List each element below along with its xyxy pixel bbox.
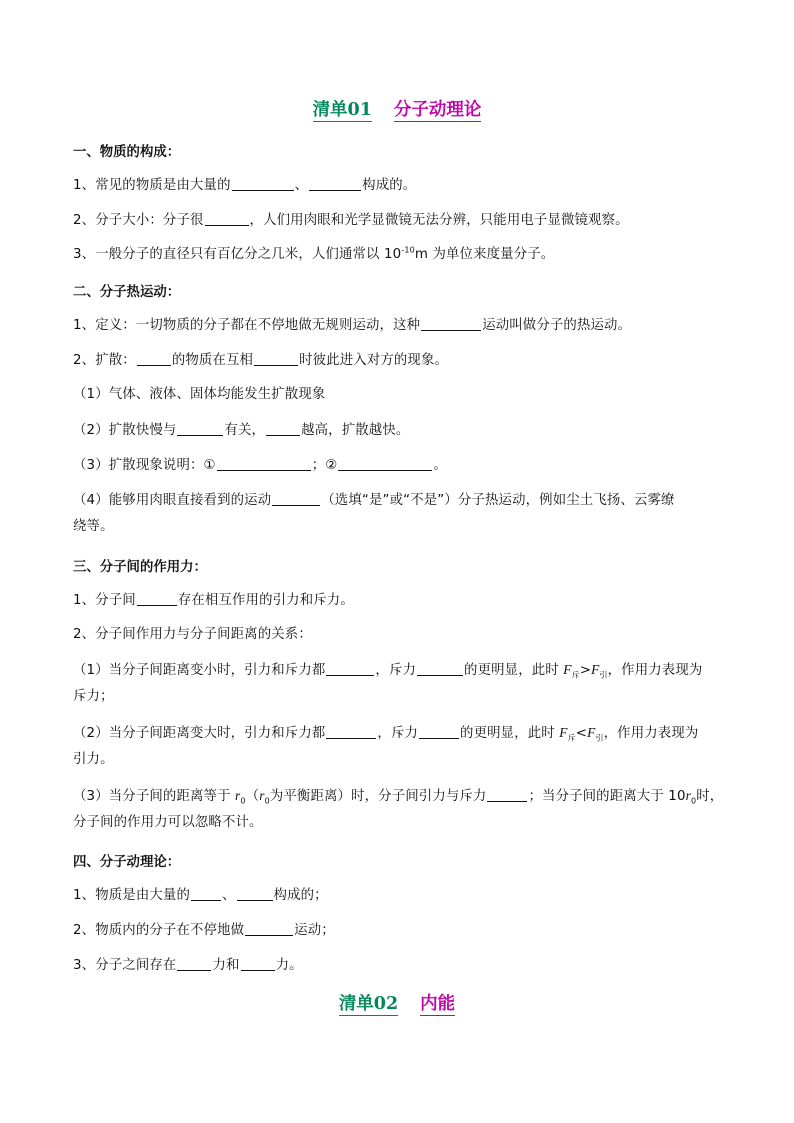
s3-line-2: 2、分子间作用力与分子间距离的关系： bbox=[73, 627, 312, 642]
s4-line-1: 1、物质是由大量的 、 构成的； bbox=[73, 888, 328, 903]
title-name: 分子动理论 bbox=[393, 100, 482, 120]
blank bbox=[217, 456, 311, 471]
s2-line-2: 2、扩散： 的物质在互相 时彼此进入对方的现象。 bbox=[73, 353, 449, 368]
s3-line-1: 1、分子间 存在相互作用的引力和斥力。 bbox=[73, 593, 354, 608]
s2-line-1: 1、定义：一切物质的分子都在不停地做无规则运动，这种 运动叫做分子的热运动。 bbox=[73, 318, 632, 333]
heading-matter-composition: 一、物质的构成： bbox=[73, 145, 181, 160]
s3-point-2-cont: 引力。 bbox=[73, 752, 114, 767]
blank bbox=[487, 787, 527, 802]
heading-thermal-motion: 二、分子热运动： bbox=[73, 285, 181, 300]
s2-point-4: （4）能够用肉眼直接看到的运动 （选填“是”或“不是”）分子热运动，例如尘土飞扬、云雾缭 bbox=[73, 493, 675, 508]
section-title-1 bbox=[0, 96, 794, 121]
blank bbox=[237, 886, 273, 901]
title-label: 清单02 bbox=[338, 994, 399, 1014]
blank bbox=[241, 956, 275, 971]
s3-point-1-cont: 斥力； bbox=[73, 689, 114, 704]
heading-intermolecular-force: 三、分子间的作用力： bbox=[73, 560, 207, 575]
s2-point-1: （1）气体、液体、固体均能发生扩散现象 bbox=[73, 387, 326, 402]
blank bbox=[191, 886, 221, 901]
s1-line-1: 1、常见的物质是由大量的 、 构成的。 bbox=[73, 178, 417, 193]
s2-point-2: （2）扩散快慢与 有关， 越高，扩散越快。 bbox=[73, 423, 410, 438]
blank bbox=[245, 921, 293, 936]
blank bbox=[419, 724, 459, 739]
blank bbox=[137, 591, 177, 606]
s4-line-3: 3、分子之间存在 力和 力。 bbox=[73, 958, 303, 973]
blank bbox=[309, 176, 361, 191]
blank bbox=[417, 661, 463, 676]
blank bbox=[137, 351, 171, 366]
blank bbox=[177, 421, 223, 436]
heading-kinetic-theory: 四、分子动理论： bbox=[73, 855, 181, 870]
blank bbox=[266, 421, 300, 436]
blank bbox=[254, 351, 298, 366]
s1-line-2: 2、分子大小：分子很 ，人们用肉眼和光学显微镜无法分辨，只能用电子显微镜观察。 bbox=[73, 213, 629, 228]
s3-point-2: （2）当分子间距离变大时，引力和斥力都 ，斥力 的更明显，此时 $F_斥<F_引$，作用力表现为 bbox=[73, 725, 699, 743]
blank bbox=[272, 491, 320, 506]
blank bbox=[326, 724, 376, 739]
blank bbox=[205, 211, 249, 226]
blank bbox=[338, 456, 432, 471]
s2-point-3: （3）扩散现象说明：① ；② 。 bbox=[73, 458, 447, 473]
s3-point-1: （1）当分子间距离变小时，引力和斥力都 ，斥力 的更明显，此时 $F_斥>F_引$，作用力表现为 bbox=[73, 662, 703, 680]
title-label: 清单01 bbox=[312, 100, 372, 120]
blank bbox=[177, 956, 211, 971]
blank bbox=[421, 316, 481, 331]
s1-line-3: 3、一般分子的直径只有百亿分之几米，人们通常以 $10^{-10}m$ 为单位来度量分子。 bbox=[73, 245, 555, 262]
section-title-2 bbox=[0, 990, 794, 1015]
s3-point-3-cont: 分子间的作用力可以忽略不计。 bbox=[73, 815, 263, 830]
blank bbox=[232, 176, 294, 191]
s4-line-2: 2、物质内的分子在不停地做 运动； bbox=[73, 923, 335, 938]
blank bbox=[326, 661, 374, 676]
s2-point-4-cont: 绕等。 bbox=[73, 519, 114, 534]
title-name: 内能 bbox=[420, 994, 456, 1014]
s3-point-3: （3）当分子间的距离等于 $r_0(r_0$为平衡距离）时，分子间引力与斥力 ；当分子间的距离大于 $10r_0$时， bbox=[73, 788, 724, 806]
